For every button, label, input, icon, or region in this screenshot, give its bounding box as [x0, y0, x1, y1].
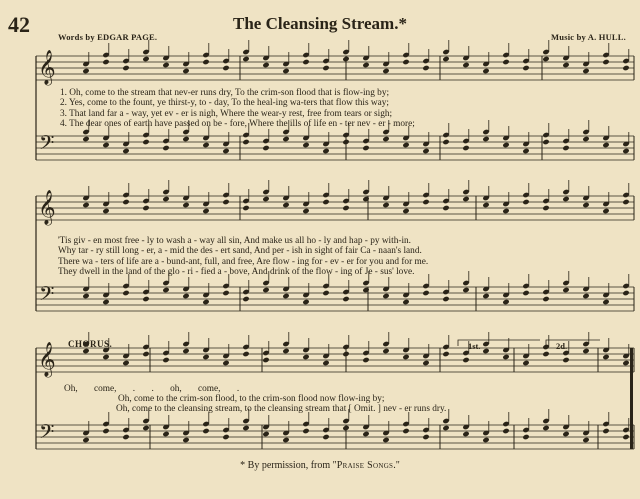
notehead [262, 62, 269, 68]
notehead [542, 139, 549, 145]
notehead [502, 428, 509, 434]
notehead [322, 148, 329, 154]
notehead [82, 68, 89, 74]
chorus-line: Oh, come to the crim-son flood, to the crim-son flood now flow-ing by; [118, 394, 385, 404]
notehead [242, 425, 249, 431]
verse-line: 'Tis giv - en most free - ly to wash a - way all sin, And make us all ho - ly and hap - py with-in. [58, 236, 412, 246]
notehead [162, 287, 169, 293]
clef-icon: 𝄢 [39, 282, 55, 310]
notehead [82, 293, 89, 299]
notehead [242, 139, 249, 145]
notehead [142, 56, 149, 62]
notehead [422, 148, 429, 154]
final-barline [630, 348, 633, 449]
notehead [502, 299, 509, 305]
notehead [142, 425, 149, 431]
verse-line: 1. Oh, come to the stream that nev-er runs dry, To the crim-son flood that is flow-ing by; [60, 88, 390, 98]
notehead [322, 199, 329, 205]
notehead [102, 299, 109, 305]
notehead [162, 431, 169, 437]
chorus-label: CHORUS. [68, 339, 113, 349]
footnote-suffix: ." [393, 460, 400, 471]
notehead [382, 202, 389, 208]
notehead [302, 59, 309, 65]
notehead [222, 148, 229, 154]
notehead [482, 293, 489, 299]
notehead [422, 65, 429, 71]
chorus-line: Oh, come, . . oh, come, . [64, 384, 240, 394]
words-credit: Words by EDGAR PAGE. [58, 32, 158, 42]
notehead [582, 348, 589, 354]
notehead [82, 437, 89, 443]
notehead [482, 348, 489, 354]
notehead [122, 65, 129, 71]
notehead [302, 428, 309, 434]
notehead [402, 354, 409, 360]
notehead [242, 205, 249, 211]
notehead [422, 434, 429, 440]
notehead [222, 290, 229, 296]
notehead [562, 145, 569, 151]
notehead [122, 148, 129, 154]
notehead [582, 68, 589, 74]
notehead [362, 196, 369, 202]
notehead [442, 139, 449, 145]
notehead [622, 148, 629, 154]
notehead [602, 59, 609, 65]
notehead [422, 290, 429, 296]
notehead [442, 425, 449, 431]
clef-icon: 𝄞 [38, 50, 56, 85]
footnote-source: Praise Songs [336, 460, 394, 471]
notehead [562, 62, 569, 68]
notehead [342, 296, 349, 302]
notehead [502, 142, 509, 148]
notehead [142, 205, 149, 211]
page-number: 42 [8, 12, 30, 37]
notehead [222, 199, 229, 205]
notehead [342, 351, 349, 357]
music-credit: Music by A. HULL. [551, 32, 626, 42]
notehead [102, 354, 109, 360]
notehead [162, 357, 169, 363]
notehead [402, 142, 409, 148]
notehead [622, 434, 629, 440]
verse-line: There wa - ters of life are a - bund-ant, full, and free, Are flow - ing for - ev - er for you and for me. [58, 256, 429, 267]
notehead [102, 142, 109, 148]
notehead [302, 208, 309, 214]
notehead [482, 68, 489, 74]
notehead [322, 65, 329, 71]
notehead [362, 62, 369, 68]
notehead [402, 59, 409, 65]
notehead [522, 434, 529, 440]
notehead [262, 145, 269, 151]
notehead [82, 202, 89, 208]
notehead [482, 136, 489, 142]
footnote-prefix: * By permission, from " [240, 460, 337, 471]
notehead [562, 287, 569, 293]
notehead [162, 62, 169, 68]
system1-lyrics [60, 88, 415, 130]
notehead [522, 360, 529, 366]
notehead [222, 65, 229, 71]
notehead [422, 199, 429, 205]
notehead [322, 290, 329, 296]
notehead [342, 425, 349, 431]
notehead [542, 425, 549, 431]
notehead [362, 145, 369, 151]
notehead [162, 196, 169, 202]
clef-icon: 𝄢 [39, 131, 55, 159]
notehead [462, 196, 469, 202]
notehead [202, 428, 209, 434]
notehead [502, 208, 509, 214]
notehead [622, 290, 629, 296]
notehead [182, 68, 189, 74]
verse-line: 3. That land far a - way, yet ev - er is nigh, Where the wear-y rest, free from tears or sigh; [60, 108, 393, 119]
notehead [482, 437, 489, 443]
notehead [582, 437, 589, 443]
second-ending-label: 2d. [556, 341, 568, 351]
notehead [462, 287, 469, 293]
notehead [122, 434, 129, 440]
notehead [362, 431, 369, 437]
song-title: The Cleansing Stream.* [233, 14, 407, 33]
notehead [522, 65, 529, 71]
notehead [202, 208, 209, 214]
notehead [102, 59, 109, 65]
notehead [322, 434, 329, 440]
notehead [302, 299, 309, 305]
notehead [542, 205, 549, 211]
notehead [142, 139, 149, 145]
notehead [282, 437, 289, 443]
notehead [462, 431, 469, 437]
notehead [182, 202, 189, 208]
notehead [502, 354, 509, 360]
notehead [502, 59, 509, 65]
notehead [202, 59, 209, 65]
notehead [622, 65, 629, 71]
notehead [402, 428, 409, 434]
notehead [182, 348, 189, 354]
notehead [122, 360, 129, 366]
notehead [542, 296, 549, 302]
verse-line: 4. The dear ones of earth have passed on be - fore, Where the ills of life en - ter nev - er - more; [60, 119, 415, 130]
notehead [122, 290, 129, 296]
notehead [222, 434, 229, 440]
clef-icon: 𝄞 [38, 190, 56, 225]
notehead [302, 142, 309, 148]
footnote [0, 460, 640, 471]
notehead [382, 293, 389, 299]
notehead [442, 56, 449, 62]
notehead [202, 299, 209, 305]
notehead [282, 136, 289, 142]
notehead [622, 199, 629, 205]
first-ending-label: 1st. [468, 341, 481, 351]
notehead [442, 296, 449, 302]
notehead [262, 431, 269, 437]
notehead [122, 199, 129, 205]
notehead [322, 360, 329, 366]
notehead [182, 136, 189, 142]
notehead [142, 351, 149, 357]
notehead [342, 56, 349, 62]
notehead [222, 360, 229, 366]
notehead [202, 142, 209, 148]
notehead [362, 357, 369, 363]
notehead [182, 437, 189, 443]
notehead [582, 293, 589, 299]
notehead [602, 354, 609, 360]
notehead [402, 299, 409, 305]
notehead [462, 357, 469, 363]
verse-line: They dwell in the land of the glo - ri - fied a - bove, And drink of the flow - ing of Je - sus' love. [58, 267, 415, 278]
notehead [522, 290, 529, 296]
notehead [102, 208, 109, 214]
second-ending-bracket [546, 340, 600, 346]
notehead [462, 145, 469, 151]
notehead [602, 142, 609, 148]
notehead [442, 205, 449, 211]
notehead [602, 299, 609, 305]
notehead [182, 293, 189, 299]
notehead [282, 68, 289, 74]
notehead [302, 354, 309, 360]
notehead [202, 354, 209, 360]
notehead [362, 287, 369, 293]
notehead [462, 62, 469, 68]
notehead [522, 199, 529, 205]
notehead [382, 68, 389, 74]
notehead [282, 202, 289, 208]
notehead [162, 145, 169, 151]
notehead [562, 196, 569, 202]
notehead [282, 348, 289, 354]
notehead [622, 360, 629, 366]
clef-icon: 𝄢 [39, 420, 55, 448]
notehead [242, 351, 249, 357]
notehead [262, 196, 269, 202]
notehead [582, 202, 589, 208]
notehead [382, 348, 389, 354]
notehead [562, 431, 569, 437]
chorus-line: Oh, come to the cleansing stream, to the cleansing stream that [ Omit. ] nev - er runs dry. [116, 404, 447, 414]
notehead [582, 136, 589, 142]
notehead [142, 296, 149, 302]
notehead [242, 56, 249, 62]
verse-line: 2. Yes, come to the fount, ye thirst-y, to - day, To the heal-ing wa-ters that flow this way; [60, 98, 389, 109]
notehead [482, 202, 489, 208]
notehead [422, 360, 429, 366]
notehead [562, 357, 569, 363]
notehead [442, 351, 449, 357]
notehead [282, 293, 289, 299]
clef-icon: 𝄞 [38, 342, 56, 377]
notehead [602, 428, 609, 434]
notehead [402, 208, 409, 214]
notehead [262, 357, 269, 363]
notehead [542, 351, 549, 357]
notehead [342, 205, 349, 211]
notehead [522, 148, 529, 154]
system2-lyrics [58, 236, 428, 278]
notehead [342, 139, 349, 145]
notehead [602, 208, 609, 214]
notehead [102, 428, 109, 434]
notehead [382, 136, 389, 142]
verse-line: Why tar - ry still long - er, a - mid the des - ert sand, And per - ish in sight of fair Ca - naan's land. [58, 246, 422, 257]
notehead [82, 136, 89, 142]
notehead [242, 296, 249, 302]
notehead [262, 287, 269, 293]
notehead [542, 56, 549, 62]
notehead [382, 437, 389, 443]
